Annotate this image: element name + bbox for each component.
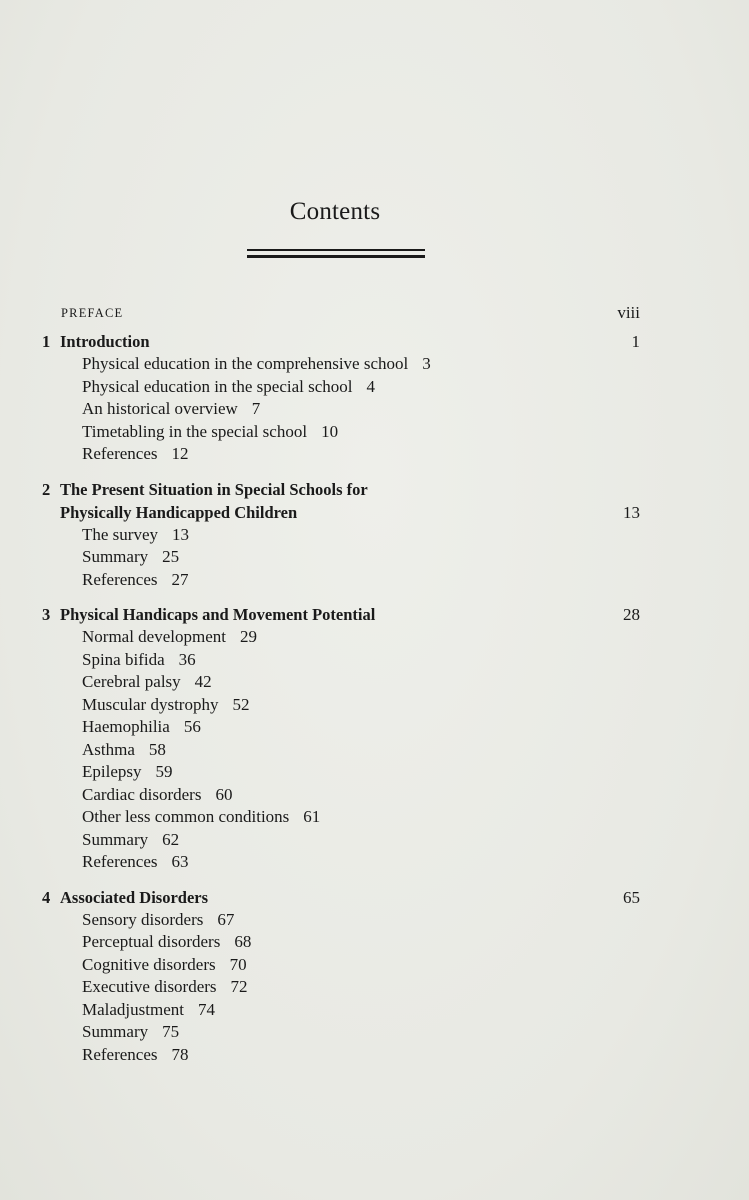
section-entry bbox=[42, 671, 642, 694]
chapter-entry bbox=[42, 478, 642, 592]
section-page: 67 bbox=[217, 909, 235, 929]
section-entry bbox=[42, 421, 642, 444]
section-entry bbox=[42, 1021, 642, 1044]
section-title: Perceptual disorders bbox=[82, 932, 221, 951]
chapter-heading bbox=[42, 330, 642, 353]
section-page: 62 bbox=[162, 829, 180, 849]
section-entry bbox=[42, 931, 642, 954]
section-page: 42 bbox=[194, 672, 212, 691]
section-title: Sensory disorders bbox=[82, 909, 204, 929]
chapter-page: 13 bbox=[623, 502, 640, 522]
title-rule-bottom bbox=[247, 255, 425, 258]
section-page: 29 bbox=[240, 627, 257, 646]
section-title: Asthma bbox=[82, 739, 135, 759]
section-title: Summary bbox=[82, 547, 149, 566]
preface-entry bbox=[61, 300, 642, 326]
section-page: 27 bbox=[171, 569, 189, 589]
section-title: Summary bbox=[82, 829, 149, 849]
section-page: 3 bbox=[422, 354, 431, 373]
section-page: 74 bbox=[197, 999, 215, 1019]
section-page: 56 bbox=[183, 717, 201, 736]
section-page: 63 bbox=[171, 852, 189, 871]
section-entry bbox=[42, 353, 642, 376]
section-entry bbox=[42, 649, 642, 672]
section-title: Cardiac disorders bbox=[82, 784, 202, 804]
section-entry bbox=[42, 443, 642, 466]
section-title: Spina bifida bbox=[82, 649, 165, 669]
section-title: References bbox=[82, 569, 158, 589]
chapter-entry bbox=[42, 330, 642, 466]
section-page: 60 bbox=[215, 784, 233, 804]
section-entry bbox=[42, 694, 642, 717]
section-page: 12 bbox=[171, 444, 189, 463]
section-title: References bbox=[82, 1044, 158, 1064]
chapter-number: 2 bbox=[42, 479, 51, 499]
section-page: 68 bbox=[234, 932, 252, 951]
section-title: Maladjustment bbox=[82, 999, 184, 1019]
section-entry bbox=[42, 909, 642, 932]
section-page: 59 bbox=[155, 762, 173, 781]
section-title: Normal development bbox=[82, 627, 226, 646]
section-title: References bbox=[82, 444, 158, 463]
section-entry bbox=[42, 784, 642, 807]
section-entry bbox=[42, 806, 642, 829]
chapter-entry bbox=[42, 603, 642, 874]
section-title: Summary bbox=[82, 1022, 149, 1041]
section-title: Physical education in the special school bbox=[82, 376, 353, 396]
section-page: 72 bbox=[230, 977, 248, 996]
chapter-page: 65 bbox=[623, 887, 640, 907]
section-title: Haemophilia bbox=[82, 717, 170, 736]
chapter-title: Introduction bbox=[60, 332, 150, 351]
chapter-title: Associated Disorders bbox=[60, 887, 209, 907]
section-title: Cerebral palsy bbox=[82, 672, 181, 691]
section-title: Other less common conditions bbox=[82, 807, 290, 826]
section-title: Epilepsy bbox=[82, 762, 142, 781]
section-entry bbox=[42, 716, 642, 739]
section-page: 7 bbox=[251, 399, 261, 418]
section-title: Muscular dystrophy bbox=[82, 694, 219, 714]
section-page: 70 bbox=[229, 954, 247, 974]
section-title: References bbox=[82, 852, 158, 871]
section-page: 4 bbox=[366, 376, 376, 396]
section-entry bbox=[42, 829, 642, 852]
section-title: An historical overview bbox=[82, 399, 238, 418]
section-page: 10 bbox=[321, 421, 339, 441]
chapter-heading bbox=[42, 886, 642, 909]
section-title: Executive disorders bbox=[82, 977, 217, 996]
table-of-contents bbox=[42, 300, 642, 1066]
section-page: 13 bbox=[172, 524, 190, 544]
preface-label: PREFACE bbox=[61, 306, 124, 320]
section-page: 58 bbox=[148, 739, 166, 759]
section-title: Physical education in the comprehensive school bbox=[82, 354, 409, 373]
section-title: Timetabling in the special school bbox=[82, 421, 308, 441]
chapter-title: The Present Situation in Special Schools for bbox=[60, 479, 368, 499]
chapter-title: Physical Handicaps and Movement Potential bbox=[60, 605, 376, 624]
section-entry bbox=[42, 976, 642, 999]
section-page: 52 bbox=[232, 694, 250, 714]
chapter-list bbox=[42, 330, 642, 1066]
chapter-page: 28 bbox=[623, 605, 640, 624]
title-rule-top bbox=[247, 249, 425, 251]
section-entry bbox=[42, 1044, 642, 1067]
chapter-heading bbox=[42, 603, 642, 626]
chapter-number: 1 bbox=[42, 332, 51, 351]
section-entry bbox=[42, 398, 642, 421]
section-entry bbox=[42, 954, 642, 977]
section-page: 25 bbox=[162, 547, 180, 566]
section-entry bbox=[42, 569, 642, 592]
section-title: The survey bbox=[82, 524, 159, 544]
section-entry bbox=[42, 376, 642, 399]
section-page: 78 bbox=[171, 1044, 189, 1064]
chapter-number: 4 bbox=[42, 887, 51, 907]
section-page: 61 bbox=[303, 807, 321, 826]
section-page: 75 bbox=[162, 1022, 180, 1041]
section-title: Cognitive disorders bbox=[82, 954, 216, 974]
section-entry bbox=[42, 524, 642, 547]
chapter-page: 1 bbox=[631, 332, 640, 351]
section-entry bbox=[42, 851, 642, 874]
chapter-title: Physically Handicapped Children bbox=[60, 502, 298, 522]
chapter-number: 3 bbox=[42, 605, 51, 624]
section-entry bbox=[42, 999, 642, 1022]
section-entry bbox=[42, 546, 642, 569]
section-entry bbox=[42, 761, 642, 784]
chapter-heading bbox=[42, 478, 642, 524]
section-entry bbox=[42, 739, 642, 762]
section-page: 36 bbox=[178, 649, 196, 669]
page-title: Contents bbox=[289, 198, 381, 225]
section-entry bbox=[42, 626, 642, 649]
preface-page: viii bbox=[617, 303, 640, 322]
chapter-entry bbox=[42, 886, 642, 1067]
